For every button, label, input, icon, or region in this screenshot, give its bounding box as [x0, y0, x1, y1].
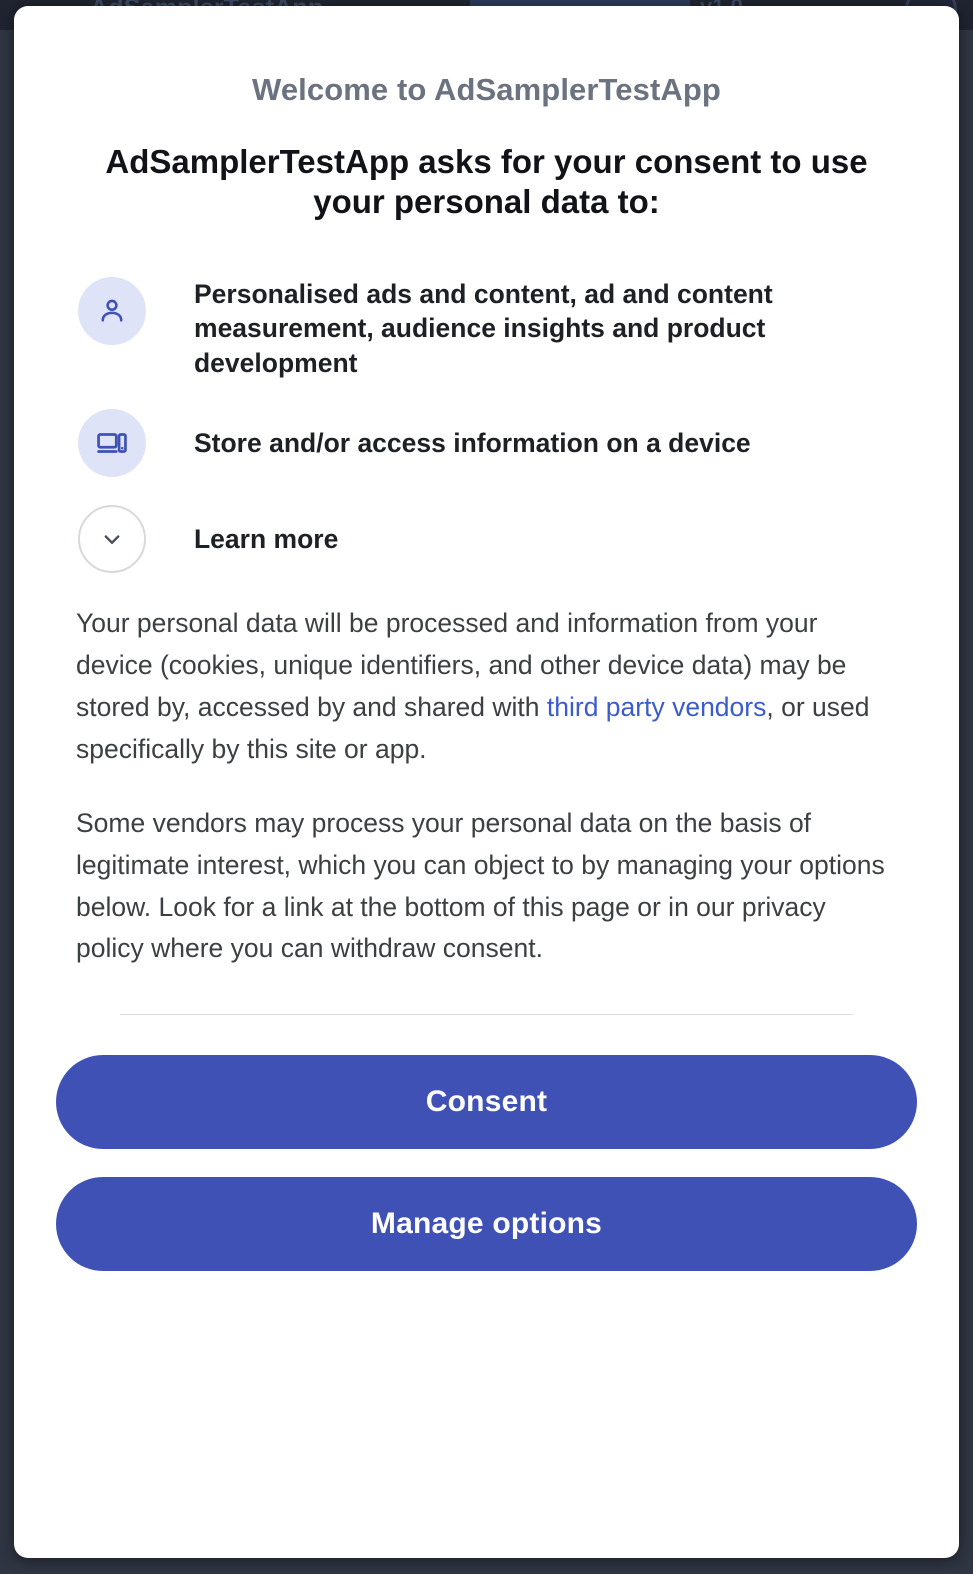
purpose-item-label: Store and/or access information on a device: [194, 427, 751, 458]
privacy-paragraph-1: [76, 603, 897, 770]
privacy-paragraph-1-part-2: , or used specifically by this site or app.: [76, 692, 870, 764]
chevron-down-icon[interactable]: [78, 505, 146, 573]
privacy-paragraph-1-part-1: Your personal data will be processed and information from your device (cookies, unique identifiers, and other device data) may be stored by, accessed by and shared with: [76, 608, 847, 723]
consent-dialog: [14, 6, 959, 1558]
learn-more-row[interactable]: [14, 503, 959, 573]
manage-options-button[interactable]: Manage options: [56, 1177, 917, 1271]
privacy-paragraph-2: Some vendors may process your personal data on the basis of legitimate interest, which you can object to by managing your options below. Look for a link at the bottom of this page or in our privacy policy where you can withdraw consent.: [76, 807, 885, 964]
consent-button[interactable]: Consent: [56, 1055, 917, 1149]
dialog-actions: [14, 1055, 959, 1271]
divider: [120, 1014, 853, 1015]
purpose-list: [14, 275, 959, 574]
welcome-title: Welcome to AdSamplerTestApp: [252, 72, 721, 107]
devices-icon: [78, 409, 146, 477]
consent-headline: AdSamplerTestApp asks for your consent to use your personal data to:: [105, 143, 868, 221]
purpose-item-personalised-ads: [14, 275, 959, 382]
learn-more-label[interactable]: Learn more: [194, 523, 339, 554]
purpose-item-store-access: [14, 407, 959, 477]
person-icon: [78, 277, 146, 345]
third-party-vendors-link[interactable]: third party vendors: [546, 692, 767, 723]
purpose-item-label: Personalised ads and content, ad and content measurement, audience insights and product development: [194, 278, 773, 379]
